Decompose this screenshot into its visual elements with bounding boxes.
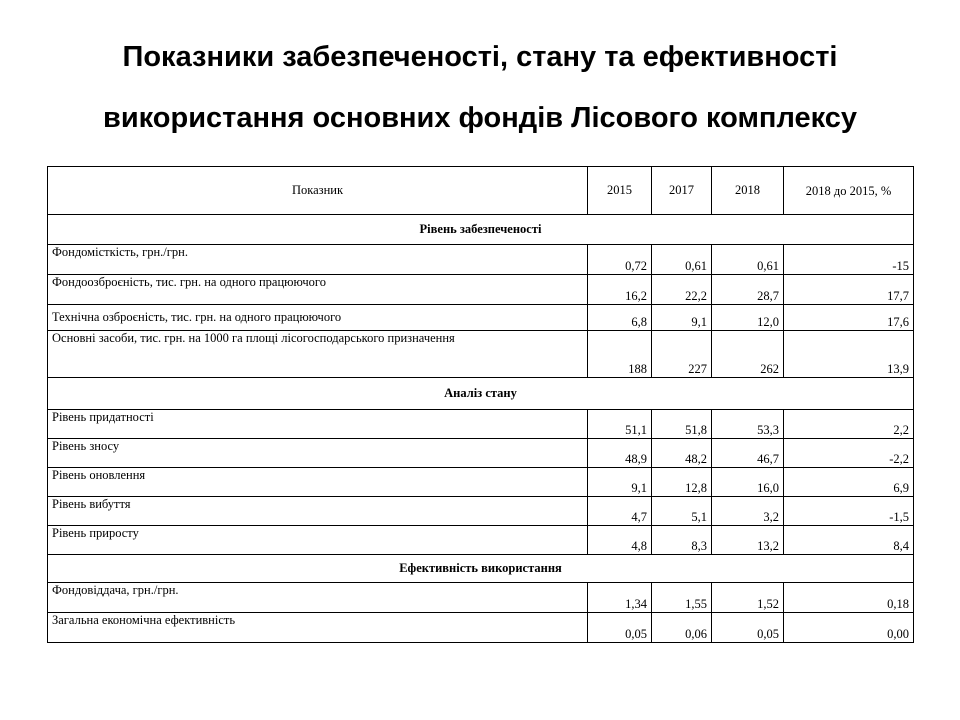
cell-2015: 9,1 xyxy=(588,468,652,497)
row-name: Фондовіддача, грн./грн. xyxy=(48,583,588,613)
cell-change: -2,2 xyxy=(784,439,914,468)
header-change-percent: 2018 до 2015, % xyxy=(784,167,914,215)
table-row xyxy=(48,410,914,439)
cell-2017: 9,1 xyxy=(652,305,712,331)
cell-2015: 1,34 xyxy=(588,583,652,613)
cell-2018: 0,05 xyxy=(712,613,784,643)
page-title-line-1: Показники забезпеченості, стану та ефективності xyxy=(122,41,838,73)
table-row xyxy=(48,497,914,526)
table-header-row xyxy=(48,167,914,215)
section-header-condition xyxy=(48,378,914,410)
table-row xyxy=(48,245,914,275)
cell-change: -15 xyxy=(784,245,914,275)
cell-change: 6,9 xyxy=(784,468,914,497)
table-row xyxy=(48,526,914,555)
cell-2018: 1,52 xyxy=(712,583,784,613)
table-row xyxy=(48,331,914,378)
cell-2018: 12,0 xyxy=(712,305,784,331)
section-header-efficiency xyxy=(48,555,914,583)
row-name: Рівень придатності xyxy=(48,410,588,439)
cell-2018: 16,0 xyxy=(712,468,784,497)
cell-2015: 0,05 xyxy=(588,613,652,643)
section-header-provision xyxy=(48,215,914,245)
cell-2015: 0,72 xyxy=(588,245,652,275)
cell-2018: 13,2 xyxy=(712,526,784,555)
cell-2015: 48,9 xyxy=(588,439,652,468)
table-row xyxy=(48,613,914,643)
section-title: Аналіз стану xyxy=(48,378,914,410)
header-2015: 2015 xyxy=(588,167,652,215)
table-row xyxy=(48,305,914,331)
header-2017: 2017 xyxy=(652,167,712,215)
cell-2015: 4,8 xyxy=(588,526,652,555)
row-name: Загальна економічна ефективність xyxy=(48,613,588,643)
cell-2017: 51,8 xyxy=(652,410,712,439)
row-name: Рівень оновлення xyxy=(48,468,588,497)
header-2018: 2018 xyxy=(712,167,784,215)
cell-change: 2,2 xyxy=(784,410,914,439)
cell-2015: 16,2 xyxy=(588,275,652,305)
cell-2018: 53,3 xyxy=(712,410,784,439)
cell-2017: 48,2 xyxy=(652,439,712,468)
cell-2017: 8,3 xyxy=(652,526,712,555)
table-row xyxy=(48,275,914,305)
header-indicator: Показник xyxy=(48,167,588,215)
cell-2018: 262 xyxy=(712,331,784,378)
cell-change: 0,00 xyxy=(784,613,914,643)
row-name: Основні засоби, тис. грн. на 1000 га площі лісогосподарського призначення xyxy=(48,331,588,378)
cell-2015: 6,8 xyxy=(588,305,652,331)
cell-change: 8,4 xyxy=(784,526,914,555)
cell-change: 17,7 xyxy=(784,275,914,305)
cell-2017: 0,06 xyxy=(652,613,712,643)
page-title-line-2: використання основних фондів Лісового комплексу xyxy=(103,102,857,134)
section-title: Ефективність використання xyxy=(48,555,914,583)
indicators-table xyxy=(47,166,914,643)
table-row xyxy=(48,583,914,613)
table-row xyxy=(48,468,914,497)
cell-2017: 22,2 xyxy=(652,275,712,305)
cell-2015: 51,1 xyxy=(588,410,652,439)
cell-2017: 227 xyxy=(652,331,712,378)
row-name: Технічна озброєність, тис. грн. на одного працюючого xyxy=(48,305,588,331)
cell-2015: 4,7 xyxy=(588,497,652,526)
cell-2017: 1,55 xyxy=(652,583,712,613)
cell-change: 17,6 xyxy=(784,305,914,331)
row-name: Фондомісткість, грн./грн. xyxy=(48,245,588,275)
cell-2018: 46,7 xyxy=(712,439,784,468)
cell-2017: 5,1 xyxy=(652,497,712,526)
cell-2018: 3,2 xyxy=(712,497,784,526)
cell-2015: 188 xyxy=(588,331,652,378)
row-name: Рівень вибуття xyxy=(48,497,588,526)
cell-2018: 0,61 xyxy=(712,245,784,275)
row-name: Фондоозброєність, тис. грн. на одного працюючого xyxy=(48,275,588,305)
table-row xyxy=(48,439,914,468)
cell-change: 13,9 xyxy=(784,331,914,378)
cell-change: 0,18 xyxy=(784,583,914,613)
cell-2018: 28,7 xyxy=(712,275,784,305)
cell-2017: 0,61 xyxy=(652,245,712,275)
row-name: Рівень приросту xyxy=(48,526,588,555)
section-title: Рівень забезпеченості xyxy=(48,215,914,245)
row-name: Рівень зносу xyxy=(48,439,588,468)
cell-change: -1,5 xyxy=(784,497,914,526)
cell-2017: 12,8 xyxy=(652,468,712,497)
